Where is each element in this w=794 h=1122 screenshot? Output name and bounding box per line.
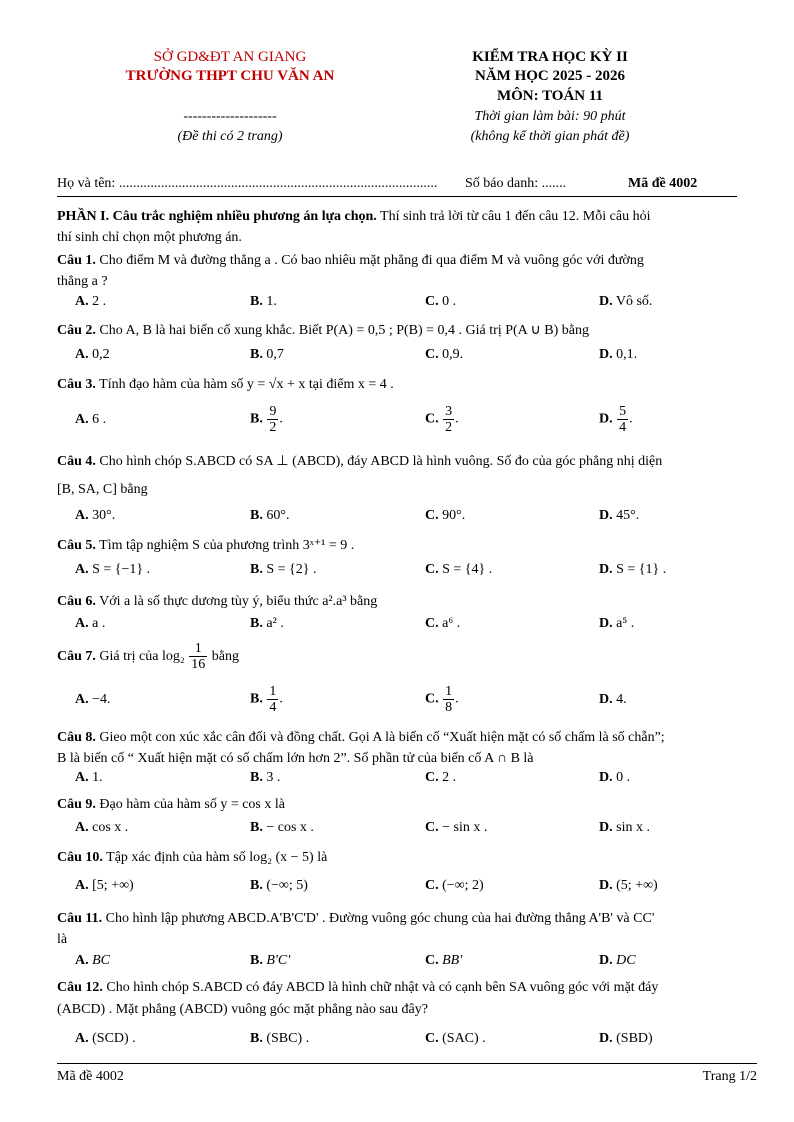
option-a[interactable]: A. 1. <box>75 770 103 785</box>
question-number: Câu 5. <box>57 538 96 553</box>
time-note: (không kể thời gian phát đề) <box>470 129 630 144</box>
question-text: Cho A, B là hai biến cố xung khắc. Biết P(A) = 0,5 ; P(B) = 0,4 . Giá trị P(A ∪ B) bằng <box>95 323 589 338</box>
option-a[interactable]: A. (SCD) . <box>75 1031 136 1046</box>
question-text: Tập xác định của hàm số log₂ (x − 5) là <box>102 850 328 865</box>
question-6 <box>57 591 757 612</box>
question-9 <box>57 794 757 815</box>
option-d[interactable]: D. (SBD) <box>599 1031 653 1046</box>
option-d[interactable]: D. 0,1. <box>599 347 638 362</box>
option-b[interactable]: B. a² . <box>250 616 284 631</box>
option-d[interactable]: D. 45°. <box>599 508 640 523</box>
option-b[interactable]: B. 60°. <box>250 508 290 523</box>
student-id-field: Số báo danh: ....... <box>465 176 567 191</box>
question-7-options <box>75 684 755 718</box>
subject: MÔN: TOÁN 11 <box>496 88 604 104</box>
footer-exam-code: Mã đề 4002 <box>57 1069 124 1084</box>
question-number: Câu 6. <box>57 594 96 609</box>
part1-heading <box>57 206 757 227</box>
question-7 <box>57 641 757 679</box>
option-d[interactable]: D. S = {1} . <box>599 562 667 577</box>
question-text: Gieo một con xúc xắc cân đối và đồng chất. Gọi A là biến cố “Xuất hiện mặt có số chấm là số chẵn”; <box>95 730 665 745</box>
option-d[interactable]: D. 4. <box>599 692 627 707</box>
option-c[interactable]: C. 0 . <box>425 294 457 309</box>
option-b[interactable]: B. $\frac{9}{2}$ . <box>250 404 283 435</box>
question-11-options <box>75 953 755 975</box>
pages-note: (Đề thi có 2 trang) <box>177 129 283 144</box>
question-text: Cho hình chóp S.ABCD có đáy ABCD là hình chữ nhật và có cạnh bên SA vuông góc với mặt đáy <box>102 980 659 995</box>
option-a[interactable]: A. a . <box>75 616 106 631</box>
exam-title: KIỂM TRA HỌC KỲ II <box>472 49 628 65</box>
fraction: $\frac{1}{16}$ <box>191 641 206 672</box>
question-2-options <box>75 347 755 369</box>
footer-divider <box>57 1063 757 1064</box>
question-5 <box>57 535 757 556</box>
option-c[interactable]: C. BB' <box>425 953 463 968</box>
option-d[interactable]: D. (5; +∞) <box>599 878 658 893</box>
question-number: Câu 7. <box>57 649 96 664</box>
option-b[interactable]: B. S = {2} . <box>250 562 317 577</box>
option-d[interactable]: D. sin x . <box>599 820 650 835</box>
question-1 <box>57 250 757 271</box>
question-12-cont: (ABCD) . Mặt phẳng (ABCD) vuông góc mặt phẳng nào sau đây? <box>57 1002 428 1017</box>
option-b[interactable]: B. − cos x . <box>250 820 314 835</box>
option-b[interactable]: B. $\frac{1}{4}$ . <box>250 684 283 715</box>
option-c[interactable]: C. (−∞; 2) <box>425 878 484 893</box>
option-a[interactable]: A. [5; +∞) <box>75 878 134 893</box>
header-divider <box>57 196 737 197</box>
page-number: Trang 1/2 <box>702 1069 757 1084</box>
question-number: Câu 8. <box>57 730 96 745</box>
question-11-cont: là <box>57 932 68 947</box>
option-d[interactable]: D. DC <box>599 953 636 968</box>
option-c[interactable]: C. − sin x . <box>425 820 488 835</box>
question-1-cont: thẳng a ? <box>57 274 108 289</box>
part1-instruction-2: thí sinh chỉ chọn một phương án. <box>57 230 242 245</box>
fraction: $\frac{9}{2}$ <box>269 404 277 435</box>
header-dashes: -------------------- <box>183 109 277 124</box>
question-text: Với a là số thực dương tùy ý, biểu thức a².a³ bằng <box>95 594 378 609</box>
question-4 <box>57 451 757 472</box>
question-3-options <box>75 404 755 438</box>
exam-code: Mã đề 4002 <box>628 176 698 191</box>
question-text: Cho hình lập phương ABCD.A'B'C'D' . Đường vuông góc chung của hai đường thẳng A'B' và CC' <box>102 911 655 926</box>
option-c[interactable]: C. $\frac{3}{2}$ . <box>425 404 459 435</box>
question-10-options <box>75 878 755 900</box>
fraction: $\frac{3}{2}$ <box>445 404 453 435</box>
option-c[interactable]: C. (SAC) . <box>425 1031 486 1046</box>
question-text: Tính đạo hàm của hàm số y = √x + x tại điểm x = 4 . <box>95 377 394 392</box>
question-5-options <box>75 562 755 584</box>
option-a[interactable]: A. 2 . <box>75 294 107 309</box>
question-4-options <box>75 508 755 530</box>
question-number: Câu 9. <box>57 797 96 812</box>
question-12 <box>57 977 757 998</box>
option-d[interactable]: D. 0 . <box>599 770 631 785</box>
school-name: TRƯỜNG THPT CHU VĂN AN <box>125 68 335 84</box>
option-d[interactable]: D. $\frac{5}{4}$ . <box>599 404 633 435</box>
question-number: Câu 4. <box>57 454 96 469</box>
option-b[interactable]: B. (−∞; 5) <box>250 878 308 893</box>
option-c[interactable]: C. 90°. <box>425 508 466 523</box>
question-8-options <box>75 770 755 792</box>
question-number: Câu 12. <box>57 980 103 995</box>
option-b[interactable]: B. 1. <box>250 294 277 309</box>
question-4-cont: [B, SA, C] bằng <box>57 482 148 497</box>
option-c[interactable]: C. 2 . <box>425 770 457 785</box>
option-d[interactable]: D. Vô số. <box>599 294 653 309</box>
question-text: Tìm tập nghiệm S của phương trình 3ˣ⁺¹ = 9 . <box>95 538 355 553</box>
option-b[interactable]: B. 3 . <box>250 770 281 785</box>
question-number: Câu 3. <box>57 377 96 392</box>
option-a[interactable]: A. 0,2 <box>75 347 110 362</box>
fraction: $\frac{1}{8}$ <box>445 684 453 715</box>
question-text: Cho hình chóp S.ABCD có SA ⊥ (ABCD), đáy ABCD là hình vuông. Số đo của góc phẳng nhị diện <box>95 454 663 469</box>
part1-title: PHẦN I. Câu trắc nghiệm nhiều phương án lựa chọn. <box>57 209 377 224</box>
question-number: Câu 1. <box>57 253 96 268</box>
question-9-options <box>75 820 755 842</box>
question-text: Giá trị của log₂ <box>95 649 185 664</box>
student-name-field: Họ và tên: ........................................................................................... <box>57 176 438 191</box>
question-number: Câu 10. <box>57 850 103 865</box>
question-number: Câu 2. <box>57 323 96 338</box>
fraction: $\frac{1}{4}$ <box>269 684 277 715</box>
question-1-options <box>75 294 755 316</box>
option-c[interactable]: C. 0,9. <box>425 347 464 362</box>
option-b[interactable]: B. 0,7 <box>250 347 284 362</box>
option-b[interactable]: B. B'C' <box>250 953 291 968</box>
question-6-options <box>75 616 755 638</box>
question-10 <box>57 847 757 868</box>
option-c[interactable]: C. $\frac{1}{8}$ . <box>425 684 459 715</box>
part1-instruction: Thí sinh trả lời từ câu 1 đến câu 12. Mỗi câu hỏi <box>376 209 651 224</box>
school-year: NĂM HỌC 2025 - 2026 <box>475 68 625 84</box>
question-12-options <box>75 1031 755 1053</box>
option-c[interactable]: C. a⁶ . <box>425 616 461 631</box>
option-a[interactable]: A. 6 . <box>75 412 107 427</box>
question-8 <box>57 727 757 748</box>
option-a[interactable]: A. BC <box>75 953 111 968</box>
option-b[interactable]: B. (SBC) . <box>250 1031 310 1046</box>
time-limit: Thời gian làm bài: 90 phút <box>474 109 626 124</box>
option-c[interactable]: C. S = {4} . <box>425 562 493 577</box>
question-2 <box>57 320 757 341</box>
option-a[interactable]: A. S = {−1} . <box>75 562 151 577</box>
question-8-cont: B là biến cố “ Xuất hiện mặt có số chấm lớn hơn 2”. Số phần tử của biến cố A ∩ B là <box>57 751 534 766</box>
question-text-end: bằng <box>208 649 239 664</box>
question-11 <box>57 908 757 929</box>
option-a[interactable]: A. 30°. <box>75 508 116 523</box>
question-text: Đạo hàm của hàm số y = cos x là <box>95 797 285 812</box>
option-d[interactable]: D. a⁵ . <box>599 616 635 631</box>
question-3 <box>57 374 757 395</box>
option-a[interactable]: A. cos x . <box>75 820 129 835</box>
department-name: SỞ GD&ĐT AN GIANG <box>153 49 307 65</box>
question-text: Cho điểm M và đường thẳng a . Có bao nhiêu mặt phẳng đi qua điểm M và vuông góc với đường <box>95 253 644 268</box>
option-a[interactable]: A. −4. <box>75 692 111 707</box>
question-number: Câu 11. <box>57 911 103 926</box>
fraction: $\frac{5}{4}$ <box>619 404 627 435</box>
